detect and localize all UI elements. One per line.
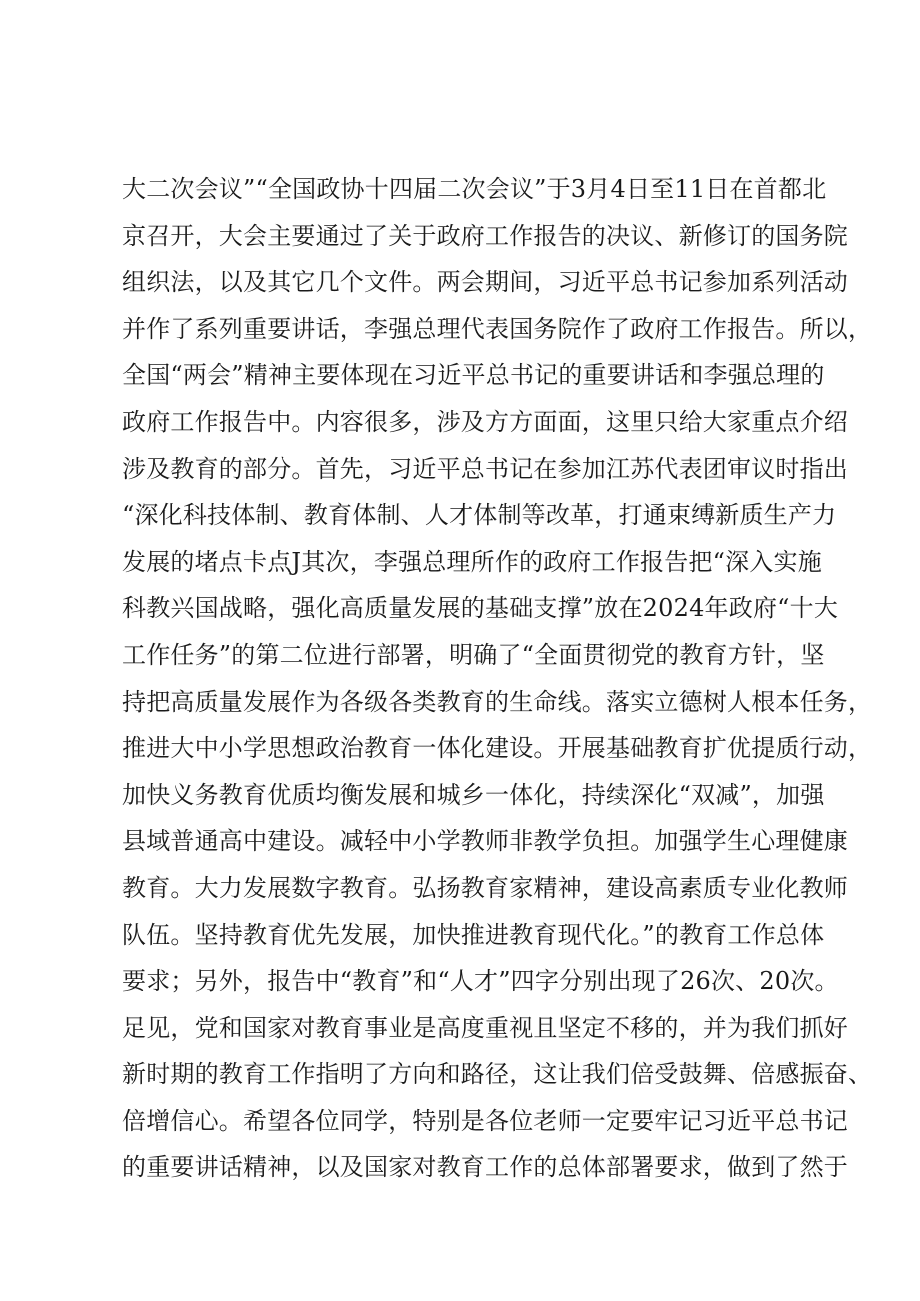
text-line-22: 的重要讲话精神，以及国家对教育工作的总体部署要求，做到了然于	[122, 1153, 848, 1182]
text-line-12: 持把高质量发展作为各级各类教育的生命线。落实立德树人根本任务，	[122, 687, 873, 716]
text-line-13: 推进大中小学思想政治教育一体化建设。开展基础教育扩优提质行动，	[122, 734, 873, 763]
text-line-2: 京召开，大会主要通过了关于政府工作报告的决议、新修订的国务院	[122, 221, 848, 250]
text-line-4: 并作了系列重要讲话，李强总理代表国务院作了政府工作报告。所以，	[122, 314, 873, 343]
text-line-11: 工作任务”的第二位进行部署，明确了“全面贯彻党的教育方针，坚	[122, 640, 825, 669]
text-line-21: 倍增信心。希望各位同学，特别是各位老师一定要牢记习近平总书记	[122, 1106, 848, 1135]
text-line-5: 全国“两会”精神主要体现在习近平总书记的重要讲话和李强总理的	[122, 361, 825, 390]
text-line-1: 大二次会议”“全国政协十四届二次会议”于3月4日至11日在首都北	[122, 175, 827, 203]
body-text	[122, 166, 873, 1191]
text-line-7: 涉及教育的部分。首先，习近平总书记在参加江苏代表团审议时指出	[122, 454, 848, 483]
text-line-8: “深化科技体制、教育体制、人才体制等改革，打通束缚新质生产力	[122, 501, 837, 530]
text-line-14: 加快义务教育优质均衡发展和城乡一体化，持续深化“双减”，加强	[122, 780, 825, 809]
text-line-18: 要求；另外，报告中“教育”和“人才”四字分别出现了26次、20次。	[122, 967, 839, 996]
text-line-9: 发展的堵点卡点J其次，李强总理所作的政府工作报告把“深入实施	[122, 547, 822, 576]
text-line-15: 县域普通高中建设。减轻中小学教师非教学负担。加强学生心理健康	[122, 827, 848, 856]
text-line-17: 队伍。坚持教育优先发展，加快推进教育现代化。”的教育工作总体	[122, 920, 825, 949]
text-line-6: 政府工作报告中。内容很多，涉及方方面面，这里只给大家重点介绍	[122, 407, 848, 436]
text-line-3: 组织法，以及其它几个文件。两会期间，习近平总书记参加系列活动	[122, 268, 848, 297]
text-line-19: 足见，党和国家对教育事业是高度重视且坚定不移的，并为我们抓好	[122, 1013, 848, 1042]
text-line-16: 教育。大力发展数字教育。弘扬教育家精神，建设高素质专业化教师	[122, 873, 848, 902]
text-line-20: 新时期的教育工作指明了方向和路径，这让我们倍受鼓舞、倍感振奋、	[122, 1060, 873, 1089]
text-line-10: 科教兴国战略，强化高质量发展的基础支撑”放在2024年政府“十大	[122, 594, 839, 623]
